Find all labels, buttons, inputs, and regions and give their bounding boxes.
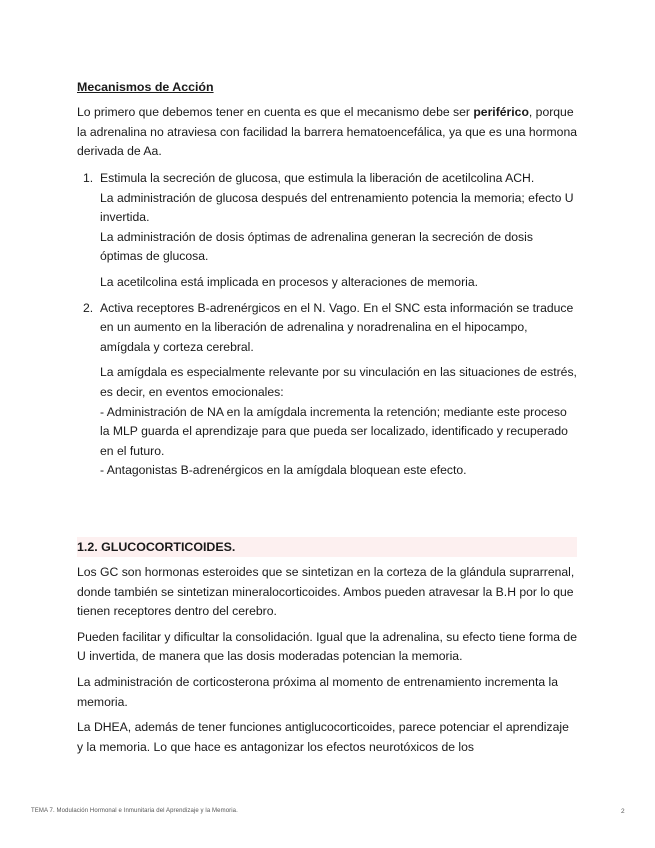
body-paragraph: La DHEA, además de tener funciones antiglucocorticoides, parece potenciar el aprendizaje y la memoria. Lo que hace es antagonizar los efectos neurotóxicos de los (77, 720, 569, 754)
mechanism-list (77, 169, 577, 481)
intro-paragraph (77, 103, 577, 162)
footer-title: TEMA 7. Modulación Hormonal e Inmunitaria del Aprendizaje y la Memoria. (31, 808, 238, 814)
list-item-extra: - Antagonistas B-adrenérgicos en la amígdala bloquean este efecto. (100, 463, 467, 478)
list-item-line: Activa receptores B-adrenérgicos en el N. Vago. En el SNC esta información se traduce en un aumento en la liberación de adrenalina y noradrenalina en el hipocampo, amígdala y corteza cerebral. (100, 300, 574, 354)
subsection-heading: 1.2. GLUCOCORTICOIDES. (77, 537, 577, 557)
intro-bold-term: periférico (473, 105, 529, 119)
page-number: 2 (621, 808, 625, 815)
subsection-body (77, 563, 577, 763)
section-title: Mecanismos de Acción (77, 80, 214, 94)
body-paragraph: Pueden facilitar y dificultar la consolidación. Igual que la adrenalina, su efecto tiene forma de U invertida, de manera que las dosis moderadas potencian la memoria. (77, 629, 577, 664)
list-item-line: La administración de dosis óptimas de adrenalina generan la secreción de dosis óptimas de glucosa. (100, 229, 533, 264)
list-item-line: Estimula la secreción de glucosa, que estimula la liberación de acetilcolina ACH. (100, 171, 535, 185)
list-number: 1. (83, 171, 94, 185)
body-paragraph: La administración de corticosterona próxima al momento de entrenamiento incrementa la memoria. (77, 674, 558, 709)
list-item-extra: La acetilcolina está implicada en procesos y alteraciones de memoria. (100, 274, 479, 289)
intro-text-before: Lo primero que debemos tener en cuenta es que el mecanismo debe ser (77, 105, 474, 119)
list-item (77, 299, 577, 481)
list-item-extra: - Administración de NA en la amígdala incrementa la retención; mediante este proceso la MLP guarda el aprendizaje para que pueda ser localizado, identificado y recuperado en el futuro. (100, 404, 568, 458)
list-number: 2. (83, 300, 94, 315)
list-item-line: La administración de glucosa después del entrenamiento potencia la memoria; efecto U invertida. (100, 190, 574, 225)
intro-text-after: , porque la adrenalina no atraviesa con facilidad la barrera hematoencefálica, ya que es una hormona derivada de Aa. (77, 105, 578, 159)
list-item-extra: La amígdala es especialmente relevante por su vinculación en las situaciones de estrés, es decir, en eventos emocionales: (100, 365, 577, 399)
list-item (77, 169, 577, 293)
body-paragraph: Los GC son hormonas esteroides que se sintetizan en la corteza de la glándula suprarrenal, donde también se sintetizan mineralocorticoides. Ambos pueden atravesar la B.H por lo que tienen receptores dentro del cerebro. (77, 565, 575, 619)
